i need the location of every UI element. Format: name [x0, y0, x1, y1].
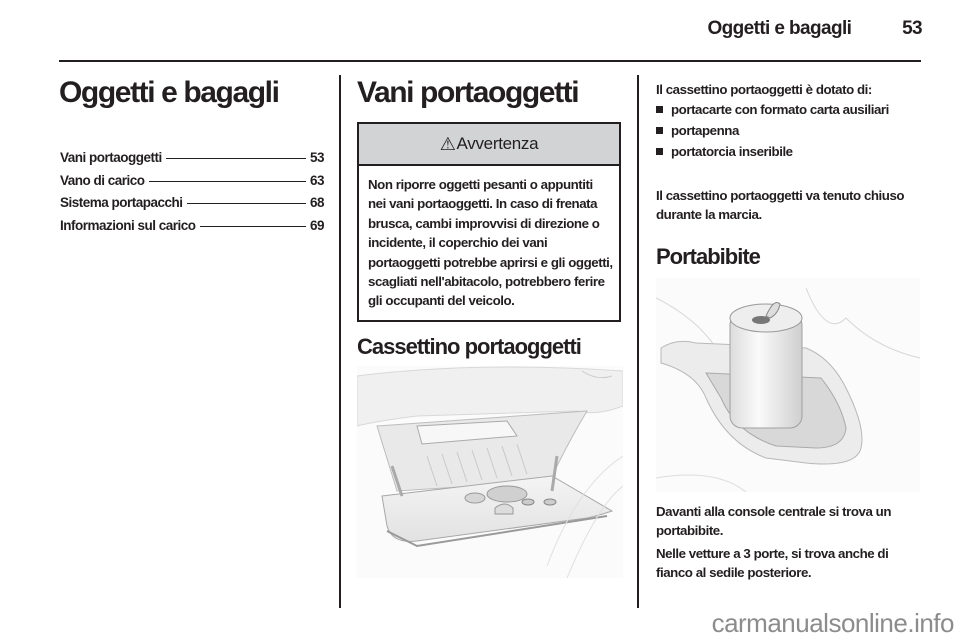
toc-label: Vano di carico: [60, 172, 145, 188]
toc-entry[interactable]: [60, 195, 324, 218]
toc-entry[interactable]: [60, 173, 324, 196]
bullet-square-icon: [656, 148, 663, 155]
bullet-square-icon: [656, 106, 663, 113]
glovebox-closed-note: Il cassettino portaoggetti va tenuto chiuso durante la marcia.: [656, 188, 905, 222]
chapter-title: Oggetti e bagagli: [59, 76, 279, 109]
toc-page: 68: [309, 195, 324, 210]
cupholder-text-1: Davanti alla console centrale si trova un portabibite.: [656, 504, 892, 538]
list-item: portacarte con formato carta ausiliari: [656, 100, 924, 119]
column-divider: [637, 75, 639, 608]
running-header-title: Oggetti e bagagli: [707, 18, 852, 39]
column-divider: [339, 75, 341, 608]
section-title: Vani portaoggetti: [357, 76, 579, 109]
header-rule: [59, 60, 921, 62]
toc-leader: [187, 203, 306, 204]
glovebox-illustration: [357, 366, 623, 578]
toc-page: 69: [309, 217, 324, 233]
glovebox-features-list: [656, 100, 924, 163]
warning-header: [359, 124, 619, 166]
toc-leader: [200, 226, 306, 227]
page-number: 53: [902, 18, 922, 39]
warning-triangle-icon: ⚠: [439, 133, 456, 154]
cupholder-text-2: Nelle vetture a 3 porte, si trova anche di fianco al sedile posteriore.: [656, 546, 889, 580]
cupholder-title: Portabibite: [656, 244, 760, 269]
toc-page: 63: [309, 172, 324, 188]
toc-entry[interactable]: [60, 218, 324, 241]
table-of-contents: [60, 150, 324, 240]
watermark: carmanualsonline.info: [711, 608, 954, 638]
subsection-title: Cassettino portaoggetti: [357, 334, 581, 359]
toc-label: Informazioni sul carico: [60, 217, 196, 233]
toc-leader: [166, 158, 306, 159]
warning-text: Non riporre oggetti pesanti o appuntiti nei vani portaoggetti. In caso di frenata brusca, cambi improvvisi di direzione o incidente, il coperchio dei vani portaoggetti potrebbe aprirsi e gli oggetti, scagliati nell'abitacolo, potrebbero ferire gli occupanti del veicolo.: [368, 177, 613, 309]
warning-box: [357, 122, 621, 322]
toc-page: 53: [309, 150, 324, 165]
toc-leader: [149, 181, 306, 182]
warning-heading: Avvertenza: [456, 134, 539, 153]
running-header: [0, 18, 922, 40]
toc-label: Sistema portapacchi: [60, 195, 183, 210]
bullet-square-icon: [656, 127, 663, 134]
glovebox-intro: Il cassettino portaoggetti è dotato di:: [656, 82, 872, 97]
list-item: portatorcia inseribile: [656, 142, 924, 161]
cupholder-illustration: [656, 278, 920, 492]
toc-label: Vani portaoggetti: [60, 150, 162, 165]
list-item: portapenna: [656, 121, 924, 140]
toc-entry[interactable]: [60, 150, 324, 173]
